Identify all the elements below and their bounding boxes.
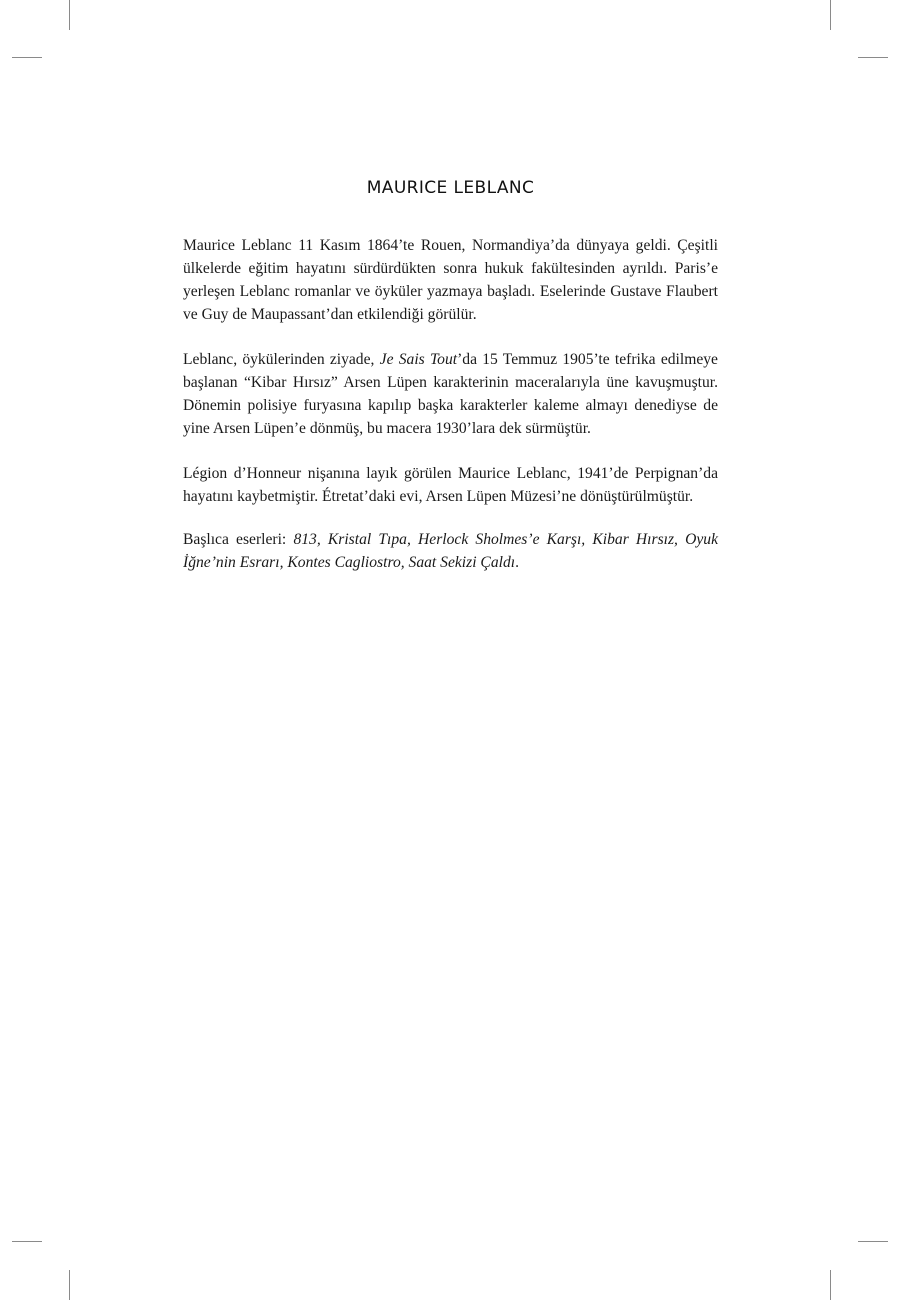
crop-mark-top-right bbox=[830, 0, 831, 30]
magazine-title: Je Sais Tout bbox=[379, 351, 458, 368]
p2-before: Leblanc, öykülerinden ziyade, bbox=[183, 351, 380, 368]
major-works-list: 813, Kristal Tıpa, Herlock Sholmes’e Karşı, Kibar Hırsız, Oyuk İğne’nin Esrarı, Kontes Cagliostro, Saat Sekizi Çaldı bbox=[183, 531, 718, 571]
p2-after: ’da 15 Temmuz 1905’te tefrika edilmeye başlanan “Kibar Hırsız” Arsen Lüpen karakterinin maceralarıyla üne kavuşmuştur. Dönemin polisiye furyasına kapılıp başka karakterler kaleme almayı denediyse de yine Arsen Lüpen’e dönmüş, bu macera 1930’lara dek sürmüştür. bbox=[183, 351, 718, 437]
page-title: MAURICE LEBLANC bbox=[366, 178, 535, 198]
major-works-paragraph bbox=[183, 528, 718, 574]
page-content bbox=[183, 178, 718, 596]
biography-paragraph-3: Légion d’Honneur nişanına layık görülen Maurice Leblanc, 1941’de Perpignan’da hayatını kaybetmiştir. Étretat’daki evi, Arsen Lüpen Müzesi’ne dönüştürülmüştür. bbox=[183, 465, 718, 505]
crop-mark-bottom-right-h bbox=[858, 1241, 888, 1242]
crop-mark-top-left bbox=[69, 0, 70, 30]
major-works-end: . bbox=[515, 554, 519, 571]
crop-mark-bottom-left bbox=[69, 1270, 70, 1300]
crop-mark-bottom-left-h bbox=[12, 1241, 42, 1242]
crop-mark-top-right-h bbox=[858, 57, 888, 58]
biography-paragraph-2 bbox=[183, 348, 718, 440]
crop-mark-bottom-right bbox=[830, 1270, 831, 1300]
biography-paragraph-1: Maurice Leblanc 11 Kasım 1864’te Rouen, Normandiya’da dünyaya geldi. Çeşitli ülkelerde eğitim hayatını sürdürdükten sonra hukuk fakültesinden ayrıldı. Paris’e yerleşen Leblanc romanlar ve öyküler yazmaya başladı. Eselerinde Gustave Flaubert ve Guy de Maupassant’dan etkilendiği görülür. bbox=[183, 237, 718, 323]
major-works-label: Başlıca eserleri: bbox=[183, 531, 294, 548]
crop-mark-top-left-h bbox=[12, 57, 42, 58]
